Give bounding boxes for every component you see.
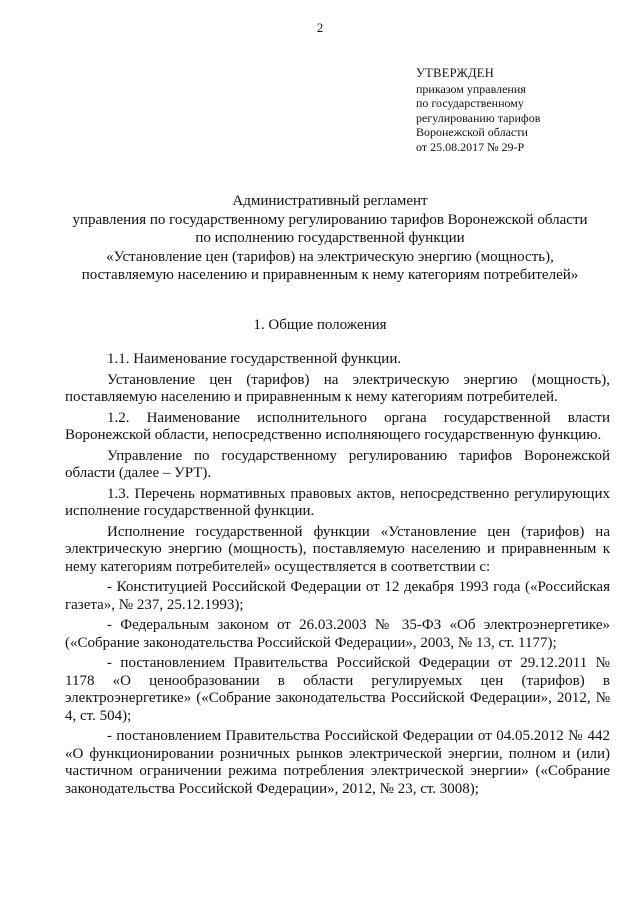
paragraph: Исполнение государственной функции «Установление цен (тарифов) на электрическую энергию (мощность), поставляемую населению и приравненным к нему категориям потребителей» осуществляется в соответствии с: (65, 523, 610, 575)
approval-title: УТВЕРЖДЕН (416, 66, 495, 80)
approval-block (416, 66, 626, 154)
approval-line: регулированию тарифов (416, 110, 541, 125)
section-heading: 1. Общие положения (253, 317, 387, 333)
title-line: «Установление цен (тарифов) на электрическую энергию (мощность), (106, 248, 554, 265)
paragraph: Управление по государственному регулированию тарифов Воронежской области (далее – УРТ). (65, 447, 610, 481)
list-item: - постановлением Правительства Российской Федерации от 04.05.2012 № 442 «О функционировании розничных рынков электрической энергии, полном и (или) частичном ограничении режима потребления электрической энергии» («Собрание законодательства Российской Федерации», 2012, № 23, ст. 3008); (65, 728, 610, 797)
section-body (65, 351, 610, 801)
paragraph: 1.2. Наименование исполнительного органа государственной власти Воронежской области, непосредственно исполняющего государственную функцию. (65, 409, 610, 443)
approval-line: по государственному (416, 96, 524, 110)
title-line: Административный регламент (232, 193, 428, 209)
title-line: по исполнению государственной функции (195, 230, 465, 246)
title-line: поставляемую населению и приравненным к нему категориям потребителей» (81, 267, 579, 283)
approval-line: от 25.08.2017 № 29-Р (416, 139, 525, 154)
page-number: 2 (316, 20, 324, 35)
list-item: - Федеральным законом от 26.03.2003 № 35-ФЗ «Об электроэнергетике» («Собрание законодательства Российской Федерации», 2003, № 13, ст. 1177); (65, 617, 610, 651)
approval-line: приказом управления (416, 81, 526, 96)
paragraph: 1.1. Наименование государственной функции. (107, 351, 402, 367)
list-item: - Конституцией Российской Федерации от 12 декабря 1993 года («Российская газета», № 237, 25.12.1993); (65, 579, 610, 613)
list-item: - постановлением Правительства Российской Федерации от 29.12.2011 № 1178 «О ценообразовании в области регулируемых цен (тарифов) в электроэнергетике» («Собрание законодательства Российской Федерации», 2012, № 4, ст. 504); (65, 655, 610, 724)
paragraph: Установление цен (тарифов) на электрическую энергию (мощность), поставляемую населению и приравненным к нему категориям потребителей. (65, 371, 610, 405)
document-title (30, 192, 630, 285)
title-line: управления по государственному регулированию тарифов Воронежской области (72, 211, 588, 228)
paragraph: 1.3. Перечень нормативных правовых актов, непосредственно регулирующих исполнение государственной функции. (65, 485, 610, 519)
approval-line: Воронежской области (416, 125, 528, 139)
